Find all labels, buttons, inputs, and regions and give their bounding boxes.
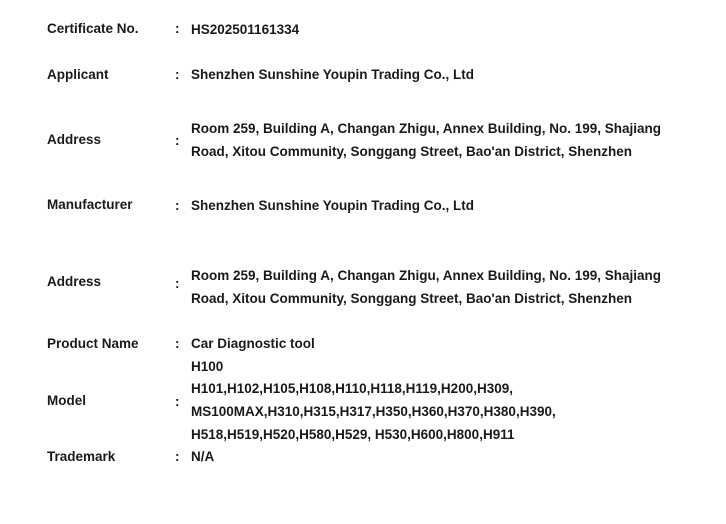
model-line-1: H100	[191, 359, 224, 374]
model-line-3: MS100MAX,H310,H315,H317,H350,H360,H370,H380,H390,	[191, 404, 556, 419]
manufacturer-colon: :	[175, 198, 180, 213]
certificate-no-colon: :	[175, 21, 180, 36]
manufacturer-value: Shenzhen Sunshine Youpin Trading Co., Ltd	[191, 198, 474, 213]
product-name-colon: :	[175, 336, 180, 351]
manufacturer-address-label: Address	[47, 274, 102, 289]
applicant-address-colon: :	[175, 133, 180, 148]
model-label: Model	[47, 393, 86, 408]
manufacturer-label: Manufacturer	[47, 197, 133, 212]
trademark-colon: :	[175, 449, 180, 464]
product-name-label: Product Name	[47, 336, 139, 351]
certificate-no-value: HS202501161334	[191, 22, 300, 37]
manufacturer-address-line-2: Road, Xitou Community, Songgang Street, Bao'an District, Shenzhen	[191, 291, 632, 306]
applicant-address-label: Address	[47, 132, 102, 147]
model-colon: :	[175, 394, 180, 409]
product-name-value: Car Diagnostic tool	[191, 336, 315, 351]
applicant-colon: :	[175, 67, 180, 82]
applicant-value: Shenzhen Sunshine Youpin Trading Co., Ltd	[191, 67, 474, 82]
manufacturer-address-colon: :	[175, 276, 180, 291]
applicant-label: Applicant	[47, 67, 109, 82]
manufacturer-address-line-1: Room 259, Building A, Changan Zhigu, Annex Building, No. 199, Shajiang	[191, 268, 662, 283]
model-line-2: H101,H102,H105,H108,H110,H118,H119,H200,H309,	[191, 381, 513, 396]
trademark-label: Trademark	[47, 449, 116, 464]
model-line-4: H518,H519,H520,H580,H529, H530,H600,H800,H911	[191, 427, 515, 442]
applicant-address-line-2: Road, Xitou Community, Songgang Street, Bao'an District, Shenzhen	[191, 144, 632, 159]
certificate-no-label: Certificate No.	[47, 21, 139, 36]
trademark-value: N/A	[191, 449, 215, 464]
applicant-address-line-1: Room 259, Building A, Changan Zhigu, Annex Building, No. 199, Shajiang	[191, 121, 662, 136]
